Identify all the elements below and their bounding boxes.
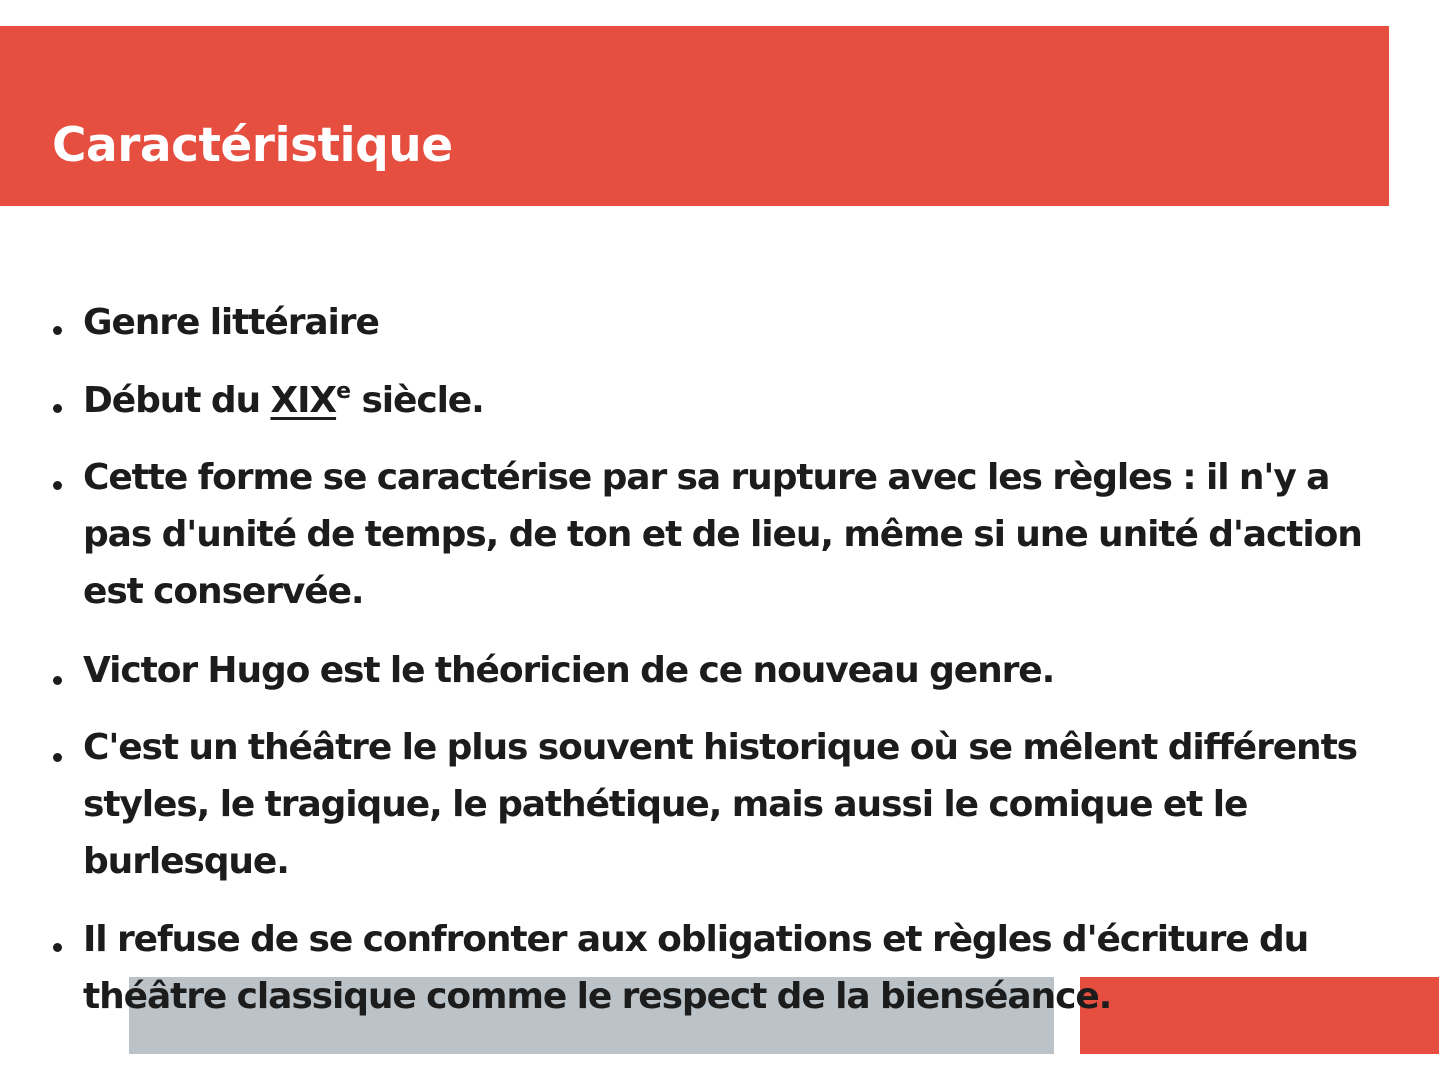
bullet-text-part: siècle.	[351, 380, 484, 421]
bullet-dot-icon	[53, 326, 62, 335]
bullet-dot-icon	[53, 481, 62, 490]
bullet-dot-icon	[53, 676, 62, 685]
bullet-text: Il refuse de se confronter aux obligations et règles d'écriture du théâtre classique comme le respect de la bienséance.	[83, 919, 1309, 1017]
bullet-text	[83, 372, 1373, 429]
bullet-text: C'est un théâtre le plus souvent historique où se mêlent différents styles, le tragique, le pathétique, mais aussi le comique et le burlesque.	[83, 727, 1357, 882]
bullet-dot-icon	[53, 943, 62, 952]
bullet-text: Cette forme se caractérise par sa rupture avec les règles : il n'y a pas d'unité de temps, de ton et de lieu, même si une unité d'action est conservée.	[83, 457, 1362, 612]
bullet-text: Genre littéraire	[83, 302, 379, 343]
slide-title: Caractéristique	[52, 118, 453, 173]
bullet-text: Victor Hugo est le théoricien de ce nouveau genre.	[83, 650, 1055, 691]
century-superscript: e	[336, 379, 352, 404]
century-numeral: XIX	[270, 380, 337, 421]
bullet-dot-icon	[53, 753, 62, 762]
bullet-dot-icon	[53, 404, 62, 413]
bullet-text-part: Début du	[83, 380, 271, 421]
